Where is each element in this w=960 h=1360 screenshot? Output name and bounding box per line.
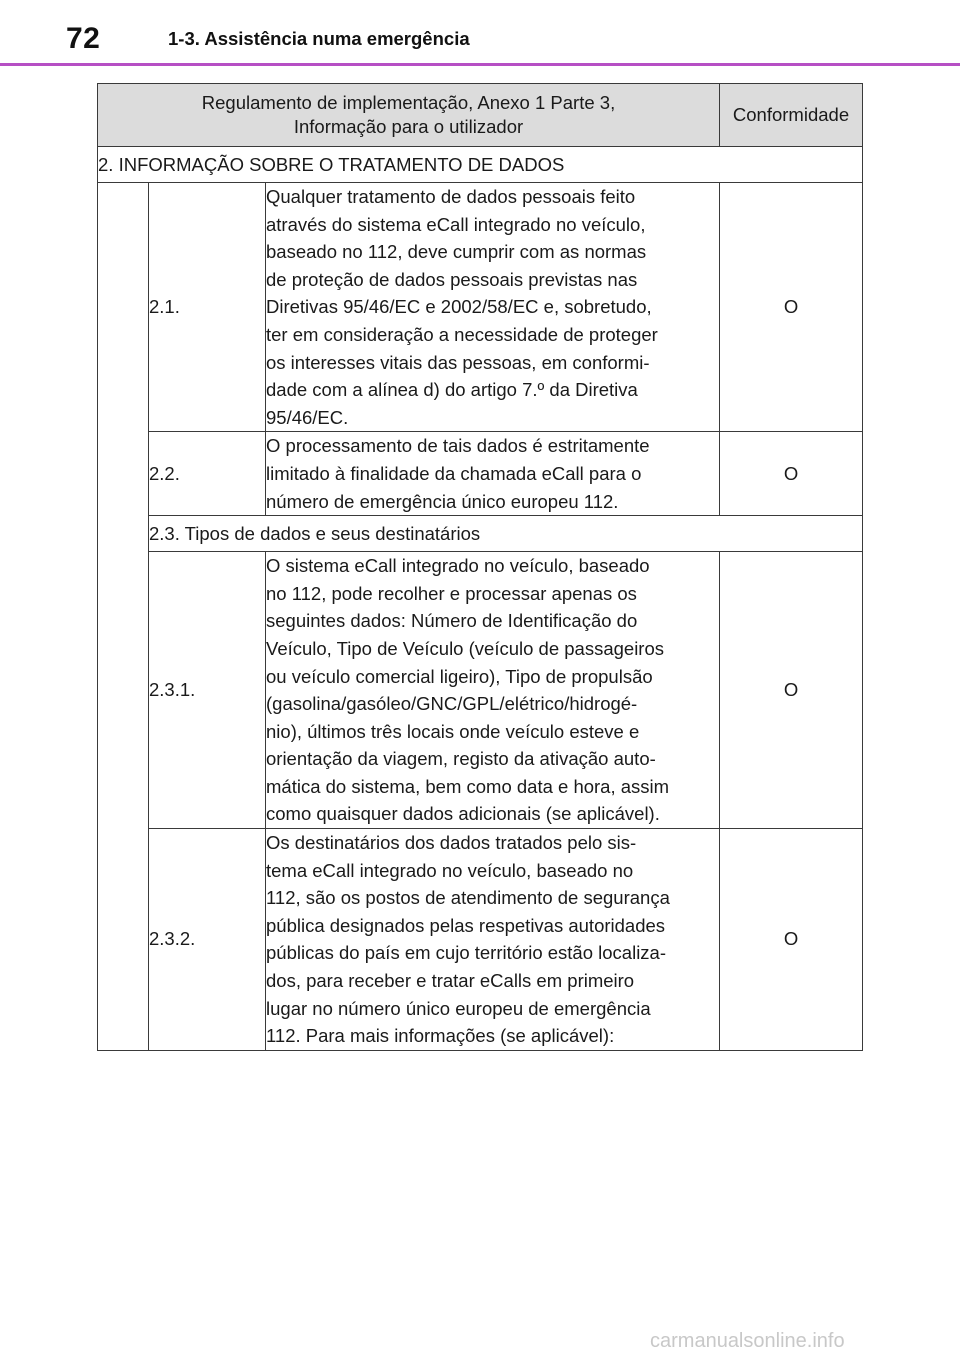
desc-line: número de emergência único europeu 112. [266,490,619,512]
desc-line: públicas do país em cujo território estão localiza- [266,942,666,964]
desc-line: 95/46/EC. [266,406,349,428]
row-number: 2.3.1. [149,552,266,829]
desc-line: de proteção de dados pessoais previstas nas [266,268,638,290]
regulation-table [97,83,863,1051]
page-header [0,0,960,64]
section-title: 1-3. Assistência numa emergência [168,28,470,49]
section-2-3-title: 2.3. Tipos de dados e seus destinatários [149,516,863,552]
header-regulation-line2: Informação para o utilizador [293,116,524,137]
desc-line: (gasolina/gasóleo/GNC/GPL/elétrico/hidrogé- [266,693,638,715]
section-2-title: 2. INFORMAÇÃO SOBRE O TRATAMENTO DE DADOS [98,147,863,183]
row-number: 2.1. [149,183,266,432]
desc-line: Veículo, Tipo de Veículo (veículo de passageiros [266,637,665,659]
watermark: carmanualsonline.info [650,1330,845,1352]
desc-line: Qualquer tratamento de dados pessoais feito [266,186,636,207]
desc-line: orientação da viagem, registo da ativação auto- [266,748,656,770]
desc-line: Os destinatários dos dados tratados pelo sis- [266,832,637,854]
desc-line: dade com a alínea d) do artigo 7.º da Diretiva [266,379,638,401]
desc-line: O processamento de tais dados é estritamente [266,435,650,457]
desc-line: através do sistema eCall integrado no veículo, [266,213,646,235]
desc-line: no 112, pode recolher e processar apenas os [266,582,637,604]
section-row [98,147,863,183]
row-description [266,432,720,516]
desc-line: limitado à finalidade da chamada eCall para o [266,462,642,484]
header-conformity: Conformidade [720,84,863,147]
desc-line: Diretivas 95/46/EC e 2002/58/EC e, sobretudo, [266,296,652,318]
row-conformity: O [720,432,863,516]
desc-line: baseado no 112, deve cumprir com as normas [266,241,647,263]
row-description [266,183,720,432]
subsection-row [98,516,863,552]
indent-cell [98,183,149,1051]
table-row [98,432,863,516]
desc-line: O sistema eCall integrado no veículo, baseado [266,555,650,577]
desc-line: nio), últimos três locais onde veículo esteve e [266,720,640,742]
table-header-row [98,84,863,147]
desc-line: tema eCall integrado no veículo, baseado no [266,859,634,881]
row-number: 2.3.2. [149,829,266,1051]
table-row [98,829,863,1051]
row-conformity: O [720,552,863,829]
table-row [98,183,863,432]
row-description [266,829,720,1051]
row-conformity: O [720,183,863,432]
header-regulation [98,84,720,147]
page-number: 72 [66,22,101,55]
desc-line: pública designados pelas respetivas autoridades [266,914,666,936]
header-divider [0,63,960,66]
desc-line: ou veículo comercial ligeiro), Tipo de propulsão [266,665,653,687]
row-conformity: O [720,829,863,1051]
desc-line: ter em consideração a necessidade de proteger [266,323,658,345]
header-regulation-line1: Regulamento de implementação, Anexo 1 Parte 3, [201,92,616,113]
desc-line: seguintes dados: Número de Identificação do [266,610,638,632]
desc-line: dos, para receber e tratar eCalls em primeiro [266,970,635,992]
desc-line: 112. Para mais informações (se aplicável): [266,1025,615,1047]
desc-line: como quaisquer dados adicionais (se aplicável). [266,803,660,825]
desc-line: mática do sistema, bem como data e hora, assim [266,775,670,797]
row-number: 2.2. [149,432,266,516]
desc-line: 112, são os postos de atendimento de segurança [266,887,670,909]
desc-line: lugar no número único europeu de emergência [266,997,651,1019]
table-row [98,552,863,829]
row-description [266,552,720,829]
desc-line: os interesses vitais das pessoas, em conformi- [266,351,650,373]
